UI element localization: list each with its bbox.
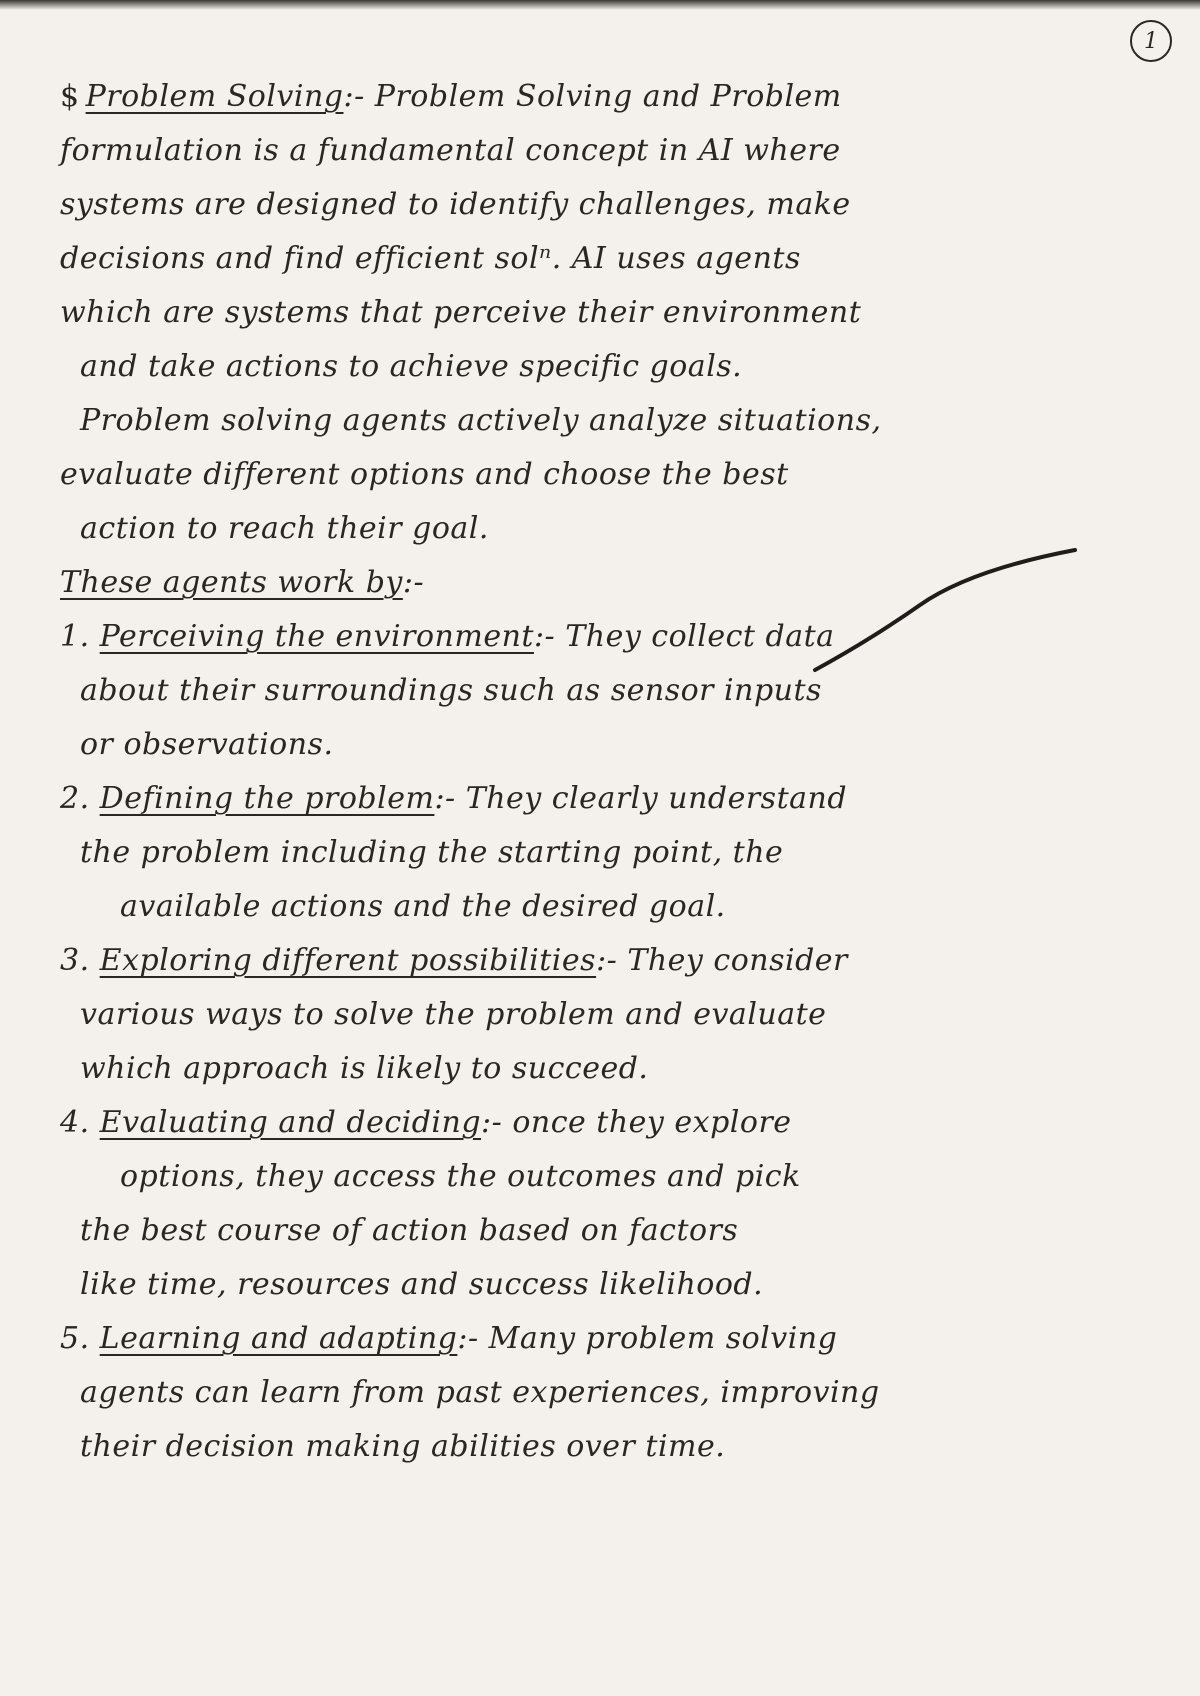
step-2-title-line <box>60 772 1170 826</box>
paragraph-line: which are systems that perceive their environment <box>60 295 862 330</box>
step-4-title-line <box>60 1096 1170 1150</box>
step-line: the best course of action based on factors <box>80 1213 739 1248</box>
heading-line <box>60 70 1170 124</box>
step-line: agents can learn from past experiences, improving <box>80 1375 880 1410</box>
step-title: Exploring different possibilities <box>99 943 597 978</box>
step-number: 5. <box>60 1321 90 1356</box>
step-title: Learning and adapting <box>99 1321 458 1356</box>
paragraph-line: evaluate different options and choose the best <box>60 457 789 492</box>
heading-rest: :- Problem Solving and Problem <box>343 79 842 114</box>
step-lead: :- They consider <box>596 943 848 978</box>
step-title: Evaluating and deciding <box>99 1105 482 1140</box>
heading-marker: $ <box>60 79 80 114</box>
step-line: available actions and the desired goal. <box>120 889 726 924</box>
paragraph-line: and take actions to achieve specific goals. <box>80 349 743 384</box>
step-line: like time, resources and success likelihood. <box>80 1267 764 1302</box>
paragraph-line: formulation is a fundamental concept in AI where <box>60 133 841 168</box>
step-lead: :- Many problem solving <box>457 1321 838 1356</box>
step-number: 3. <box>60 943 90 978</box>
subheading-line <box>60 556 1170 610</box>
paragraph-line: decisions and find efficient solⁿ. AI uses agents <box>60 241 801 276</box>
step-1-title-line <box>60 610 1170 664</box>
step-lead: :- once they explore <box>481 1105 792 1140</box>
page-number: 1 <box>1130 20 1172 62</box>
step-3-title-line <box>60 934 1170 988</box>
handwritten-notes <box>60 70 1170 1474</box>
step-lead: :- They clearly understand <box>434 781 848 816</box>
heading-title: Problem Solving <box>85 79 344 114</box>
step-number: 1. <box>60 619 90 654</box>
step-number: 4. <box>60 1105 90 1140</box>
paragraph-line: action to reach their goal. <box>80 511 489 546</box>
step-line: the problem including the starting point, the <box>80 835 784 870</box>
step-title: Perceiving the environment <box>99 619 534 654</box>
step-line: which approach is likely to succeed. <box>80 1051 649 1086</box>
step-title: Defining the problem <box>99 781 435 816</box>
paragraph-line: systems are designed to identify challenges, make <box>60 187 851 222</box>
step-line: various ways to solve the problem and evaluate <box>80 997 827 1032</box>
step-line: about their surroundings such as sensor inputs <box>80 673 822 708</box>
step-line: options, they access the outcomes and pick <box>120 1159 801 1194</box>
step-line: their decision making abilities over time. <box>80 1429 726 1464</box>
subheading-suffix: :- <box>402 565 425 600</box>
step-5-title-line <box>60 1312 1170 1366</box>
step-number: 2. <box>60 781 90 816</box>
step-lead: :- They collect data <box>533 619 835 654</box>
paragraph-line: Problem solving agents actively analyze situations, <box>80 403 882 438</box>
subheading-text: These agents work by <box>60 565 403 600</box>
step-line: or observations. <box>80 727 334 762</box>
page-top-edge <box>0 0 1200 10</box>
